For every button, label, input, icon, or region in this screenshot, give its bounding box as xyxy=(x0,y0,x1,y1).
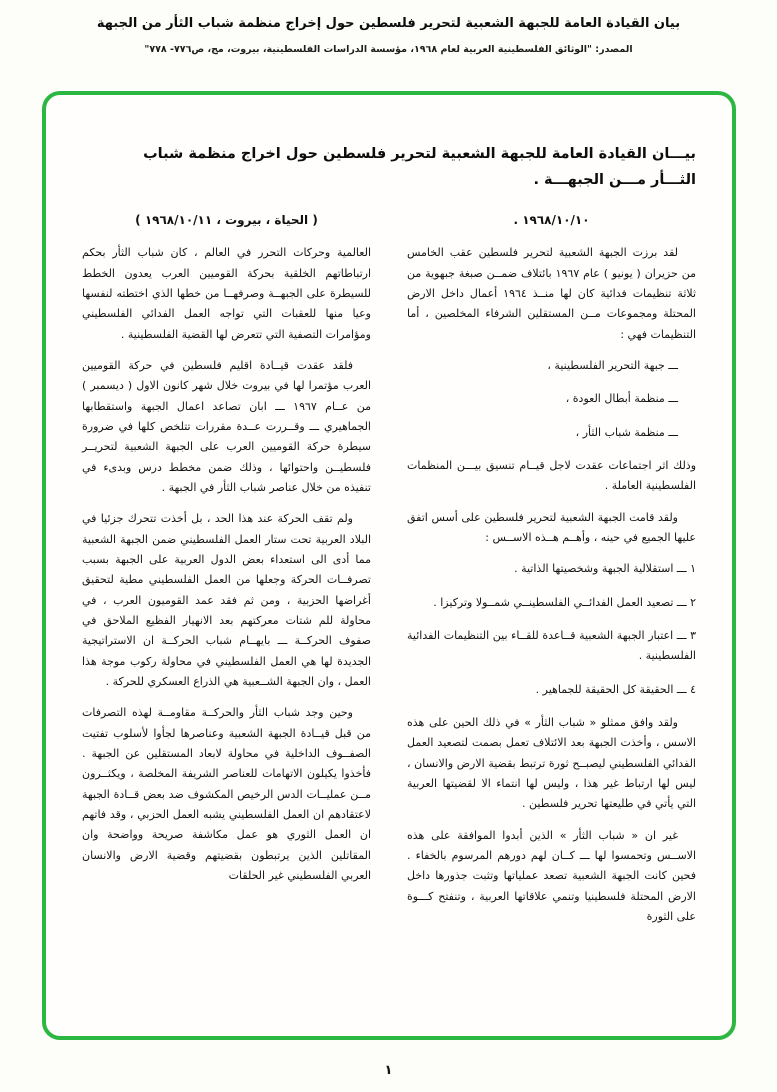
numbered-principle: ٤ ـــ الحقيقة كل الحقيقة للجماهير . xyxy=(535,682,696,696)
numbered-principle: ٢ ـــ تصعيد العمل الفدائــي الفلسطينــي شمــولا وتركيزا . xyxy=(433,595,696,609)
paragraph: غير ان « شباب الثأر » الذين أبدوا الموافقة على هذه الاســس وتحمسوا لها ـــ كــان لهم دورهم المرسوم بالخفاء . فحين كانت الجبهة الشعبية تصعد عملياتها وتثبت جذورها داخل الارض المحتلة فلسطينيا وتنمي علاقاتها العربية ، وتنفتح كـــوة على الثورة xyxy=(407,828,696,924)
paragraph: فلقد عقدت قيــادة اقليم فلسطين في حركة القوميين العرب مؤتمرا لها في بيروت خلال شهر كانون الاول ( ديسمبر ) من عــام ١٩٦٧ ـــ ابان تصاعد اعمال الجبهة واستقطابها الجماهيري ـــ وقــررت عــدة مقررات تتلخص كلها في ضرورة سيطرة حركة القوميين العرب على الجبهة الشعبية لتحريــر فلسطيــن واحتوائها ، وذلك ضمن مخطط درس وبدىء في تنفيذه من خلال عناصر شباب الثأر في الجبهة . xyxy=(82,358,371,494)
list-item-organization: ـــ منظمة أبطال العودة ، xyxy=(565,392,678,406)
publication-note: ( الحياة ، بيروت ، ١٩٦٨/١٠/١١ ) xyxy=(135,213,318,228)
document-frame xyxy=(42,91,736,1040)
paragraph: وذلك اثر اجتماعات عقدت لاجل قيــام تنسيق بيـــن المنظمات الفلسطينية العاملة . xyxy=(407,458,696,493)
list-item-organization: ـــ منظمة شباب الثأر ، xyxy=(575,425,678,439)
document-title xyxy=(82,141,696,193)
paragraph: ولقد قامت الجبهة الشعبية لتحرير فلسطين على أسس اتفق عليها الجميع في حينه ، وأهــم هــذه الاســس : xyxy=(407,510,696,544)
header-title: بيان القيادة العامة للجبهة الشعبية لتحرير فلسطين حول إخراج منظمة شباب الثأر من الجبهة xyxy=(96,16,681,31)
list-item-organization: ـــ جبهة التحرير الفلسطينية ، xyxy=(547,358,678,372)
document-title-line1: بيـــان القيادة العامة للجبهة الشعبية لتحرير فلسطين حول اخراج منظمة شباب xyxy=(143,146,696,162)
paragraph: لقد برزت الجبهة الشعبية لتحرير فلسطين عقب الخامس من حزيران ( يونيو ) عام ١٩٦٧ بائتلاف ضمــن صبغة جبهوية من ثلاثة تنظيمات فدائية كان لها منــذ ١٩٦٤ أعمال داخل الارض المحتلة ومجموعات مــن المستقلين الشرفاء المخلصين ، أما التنظيمات فهي : xyxy=(407,246,697,341)
numbered-principle: ٣ ـــ اعتبار الجبهة الشعبية قــاعدة للقــاء بين التنظيمات الفدائية الفلسطينية . xyxy=(407,629,696,663)
column-right xyxy=(407,205,696,938)
page-number: ١ xyxy=(384,1063,393,1078)
numbered-principle: ١ ـــ استقلالية الجبهة وشخصيتها الذاتية . xyxy=(514,562,696,576)
document-date: ١٩٦٨/١٠/١٠ . xyxy=(513,213,590,228)
column-left xyxy=(82,205,371,938)
header-source-line: المصدر: "الوثائق الفلسطينية العربية لعام ١٩٦٨، مؤسسة الدراسات الفلسطينية، بيروت، مج، ص٧٧٦- ٧٧٨" xyxy=(144,44,633,55)
document-title-line2: الثـــأر مـــن الجبهـــة . xyxy=(533,172,696,189)
paragraph: العالمية وحركات التحرر في العالم ، كان شباب الثأر بحكم ارتباطاتهم الخلقية بحركة القوميين العرب يعدون الخطط للسيطرة على الجبهــة وصرفهــا من خطها الذي اختطته لنفسها وعيا منها للعقبات التي تواجه العمل الفدائي الفلسطيني ومؤامرات التصفية التي تتعرض لها القضية الفلسطينية . xyxy=(82,246,371,341)
paragraph: ولم تقف الحركة عند هذا الحد ، بل أخذت تتحرك جزئيا في البلاد العربية تحت ستار العمل الفلسطيني ضمن الجبهة الشعبية مما أدى الى استعداء بعض الدول العربية على الجبهة بسبب تصرفــات الحركة وجعلها من العمل الفلسطيني مطية لتحقيق أغراضها الحزبية ، ومن ثم فقد عمد القوميون العرب ، في محاولة للم شتات معركتهم بعد الانهيار الفظيع الملاحق في صفوف الحركــة ـــ بايهــام شباب الحركــة ان الاستراتيجية الجديدة لها هي العمل الفلسطيني في محاولة ركوب موجة هذا العمل ، وان الجبهة الشــعبية هي الذراع العسكري للحركة . xyxy=(82,512,371,689)
document-body xyxy=(46,95,732,938)
text-columns xyxy=(82,205,696,938)
paragraph: وحين وجد شباب الثأر والحركــة مقاومــة لهذه التصرفات من قبل قيــادة الجبهة الشعبية وعناصرها لجأوا لأسلوب تفتيت الصفــوف الداخلية في محاولة لابعاد المستقلين عن الجبهة . فأخذوا يكيلون الاتهامات للعناصر الشريفة المخلصة ، ويكثــرون مــن عمليــات الدس الرخيص المكشوف ضد بعض قــادة الجبهة لاعتقادهم ان العمل الفلسطيني يشبه العمل الحزبي ، وقد فاتهم ان العمل الثوري هو عمل مكاشفة صريحة وواضحة وان المقاتلين الذين يرتبطون بقضيتهم وقضية الارض والانسان العربي الفلسطيني غير الحلقات xyxy=(82,706,371,883)
page-header xyxy=(0,0,777,55)
paragraph: ولقد وافق ممثلو « شباب الثأر » في ذلك الحين على هذه الاسس ، وأخذت الجبهة بعد الائتلاف تعمل بصمت لتصعيد العمل الفدائي الفلسطيني ليصبــح ثورة ترتبط بقضية الارض والانسان ، ليس لها ارتباط غير هذا ، وليس لها انتماء الا لقضيتها العربية التي يأتي في طليعتها تحرير فلسطين . xyxy=(407,716,696,811)
